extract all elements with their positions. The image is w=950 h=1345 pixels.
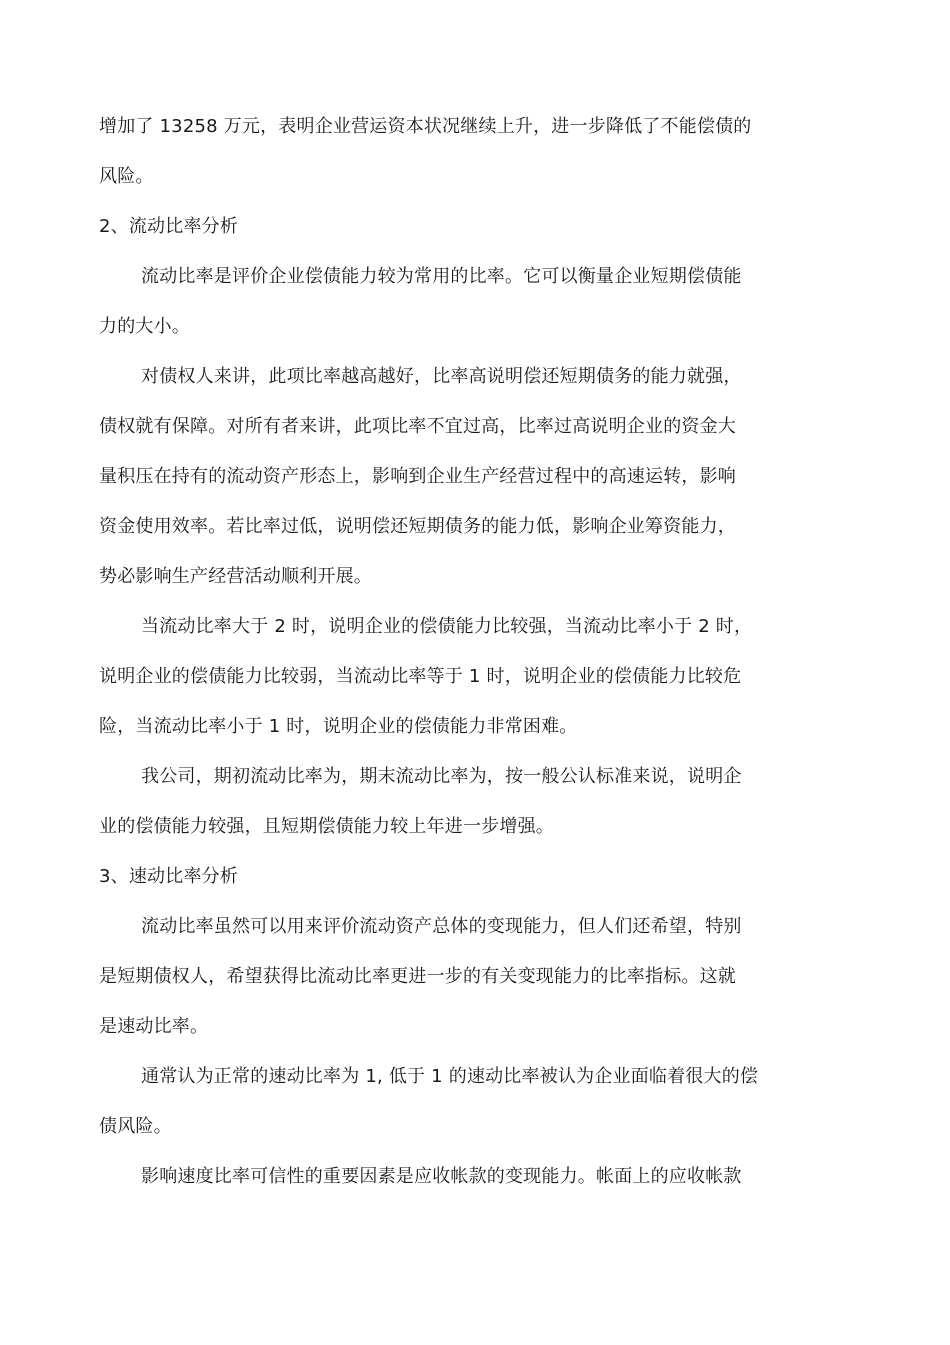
paragraph-line: 力的大小。: [99, 316, 190, 337]
paragraph-line: 我公司，期初流动比率为，期末流动比率为，按一般公认标准来说，说明企: [141, 766, 742, 787]
paragraph-line: 增加了 13258 万元，表明企业营运资本状况继续上升，进一步降低了不能偿债的: [99, 116, 752, 137]
paragraph-line: 流动比率虽然可以用来评价流动资产总体的变现能力，但人们还希望，特别: [141, 916, 742, 937]
paragraph-line: 流动比率是评价企业偿债能力较为常用的比率。它可以衡量企业短期偿债能: [141, 266, 742, 287]
paragraph-line: 对债权人来讲，此项比率越高越好，比率高说明偿还短期债务的能力就强，: [141, 366, 742, 387]
paragraph-line: 说明企业的偿债能力比较弱，当流动比率等于 1 时，说明企业的偿债能力比较危: [99, 666, 742, 687]
paragraph-line: 债权就有保障。对所有者来讲，此项比率不宜过高，比率过高说明企业的资金大: [99, 416, 736, 437]
paragraph-line: 量积压在持有的流动资产形态上，影响到企业生产经营过程中的高速运转，影响: [99, 466, 736, 487]
paragraph-line: 是速动比率。: [99, 1016, 209, 1037]
paragraph-line: 资金使用效率。若比率过低，说明偿还短期债务的能力低，影响企业筹资能力，: [99, 516, 736, 537]
paragraph-line: 是短期债权人，希望获得比流动比率更进一步的有关变现能力的比率指标。这就: [99, 966, 736, 987]
paragraph-line: 业的偿债能力较强，且短期偿债能力较上年进一步增强。: [99, 816, 554, 837]
paragraph-line: 险，当流动比率小于 1 时，说明企业的偿债能力非常困难。: [99, 716, 578, 737]
paragraph-line: 影响速度比率可信性的重要因素是应收帐款的变现能力。帐面上的应收帐款: [141, 1166, 742, 1187]
paragraph-line: 通常认为正常的速动比率为 1, 低于 1 的速动比率被认为企业面临着很大的偿: [141, 1066, 759, 1087]
section-heading-quick-ratio: 3、速动比率分析: [99, 866, 239, 887]
section-heading-current-ratio: 2、流动比率分析: [99, 216, 239, 237]
paragraph-line: 势必影响生产经营活动顺利开展。: [99, 566, 372, 587]
paragraph-line: 债风险。: [99, 1116, 172, 1137]
paragraph-line: 风险。: [99, 166, 154, 187]
paragraph-line: 当流动比率大于 2 时，说明企业的偿债能力比较强，当流动比率小于 2 时，: [141, 616, 753, 637]
